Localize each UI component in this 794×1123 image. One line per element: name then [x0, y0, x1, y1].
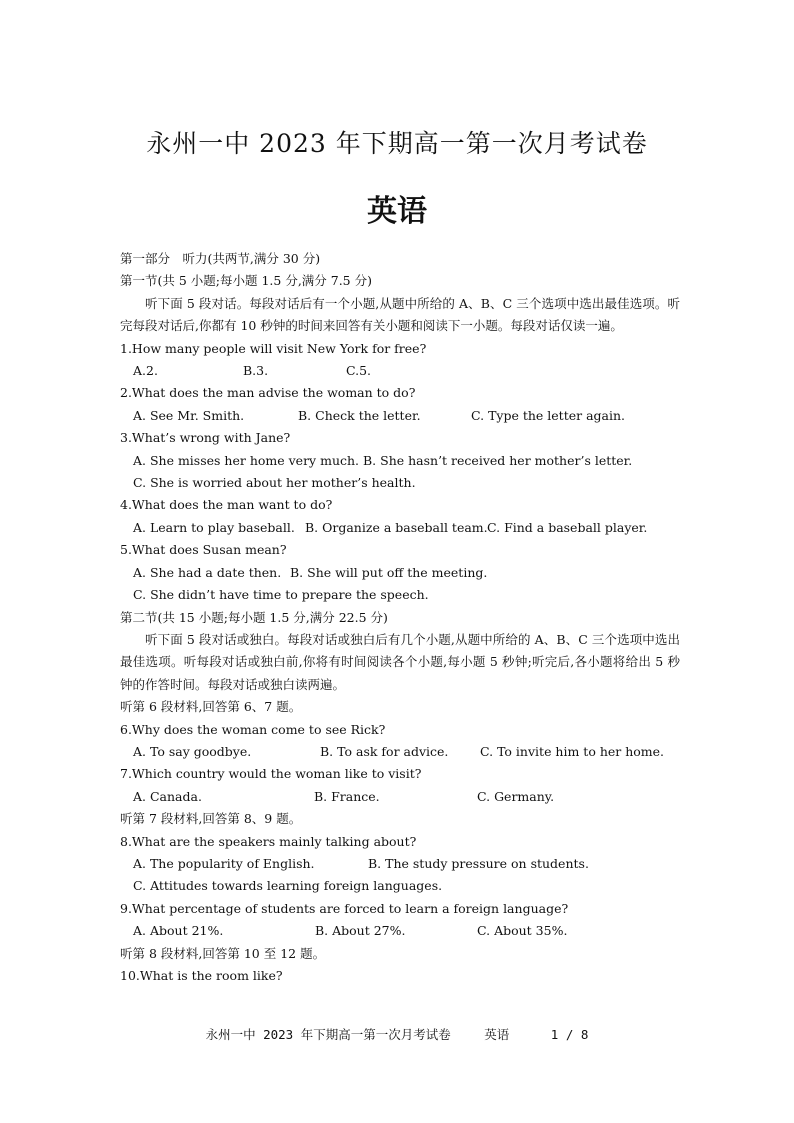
options-row [120, 786, 680, 808]
option-c: C. Attitudes towards learning foreign languages. [133, 878, 443, 894]
options-row [120, 360, 680, 382]
option-b: B. About 27%. [315, 923, 406, 939]
material-heading: 听第 6 段材料,回答第 6、7 题。 [120, 699, 302, 715]
options-row [120, 450, 680, 472]
options-row [120, 472, 680, 494]
option-b: B. Check the letter. [298, 407, 421, 423]
question-stem: 9.What percentage of students are forced to learn a foreign language? [120, 900, 569, 916]
option-b: B. The study pressure on students. [368, 855, 589, 871]
option-a: A. About 21%. [133, 923, 224, 939]
option-c: C. Germany. [477, 788, 555, 804]
option-a: A. She misses her home very much. [133, 452, 360, 468]
option-b: B. France. [314, 788, 380, 804]
option-a: A. Learn to play baseball. [133, 519, 295, 535]
question-stem: 7.Which country would the woman like to visit? [120, 766, 422, 782]
exam-content [120, 248, 680, 987]
options-row [120, 405, 680, 427]
options-row [120, 584, 680, 606]
page-number: 1 / 8 [550, 1027, 589, 1042]
option-c: C. Find a baseball player. [487, 519, 648, 535]
material-heading: 听第 8 段材料,回答第 10 至 12 题。 [120, 945, 326, 961]
options-row [120, 741, 680, 763]
section-instruction: 听下面 5 段对话。每段对话后有一个小题,从题中所给的 A、B、C 三个选项中选出最佳选项。听完每段对话后,你都有 10 秒钟的时间来回答有关小题和阅读下一小题。每段对话仅读一遍。 [120, 295, 680, 334]
options-row [120, 920, 680, 942]
question-stem: 10.What is the room like? [120, 968, 283, 983]
option-a: A. The popularity of English. [133, 855, 315, 871]
option-a: A.2. [133, 363, 158, 379]
section-heading: 第一节(共 5 小题;每小题 1.5 分,满分 7.5 分) [120, 273, 372, 289]
option-c: C.5. [346, 363, 372, 379]
option-a: A. Canada. [133, 788, 202, 804]
footer-title: 永州一中 2023 年下期高一第一次月考试卷 [205, 1027, 451, 1042]
options-row [120, 517, 680, 539]
question-stem: 3.What’s wrong with Jane? [120, 430, 291, 446]
options-row [120, 853, 680, 875]
material-heading: 听第 7 段材料,回答第 8、9 题。 [120, 811, 302, 827]
footer-subject: 英语 [484, 1027, 510, 1042]
part-heading: 第一部分 听力(共两节,满分 30 分) [120, 251, 321, 266]
options-row [120, 875, 680, 897]
option-a: A. See Mr. Smith. [133, 407, 245, 423]
page-footer [0, 1025, 794, 1043]
option-b: B. Organize a baseball team. [305, 519, 488, 535]
option-b: B.3. [243, 363, 269, 379]
section-instruction: 听下面 5 段对话或独白。每段对话或独白后有几个小题,从题中所给的 A、B、C 三个选项中选出最佳选项。听每段对话或独白前,你将有时间阅读各个小题,每小题 5 秒钟;听完后,各小题将给出 5 秒钟的作答时间。每段对话或独白读两遍。 [120, 631, 680, 692]
options-row [120, 562, 680, 584]
question-stem: 8.What are the speakers mainly talking about? [120, 833, 417, 849]
question-stem: 4.What does the man want to do? [120, 497, 333, 513]
option-b: B. She will put off the meeting. [290, 564, 488, 580]
option-b: B. To ask for advice. [320, 743, 449, 759]
option-c: C. She is worried about her mother’s health. [133, 475, 416, 491]
question-stem: 5.What does Susan mean? [120, 542, 287, 558]
option-b: B. She hasn’t received her mother’s letter. [363, 452, 633, 468]
option-c: C. Type the letter again. [471, 407, 625, 423]
option-a: A. To say goodbye. [133, 743, 252, 759]
section-heading: 第二节(共 15 小题;每小题 1.5 分,满分 22.5 分) [120, 609, 388, 625]
exam-title: 永州一中 2023 年下期高一第一次月考试卷 [146, 129, 648, 158]
question-stem: 2.What does the man advise the woman to do? [120, 385, 416, 401]
question-stem: 1.How many people will visit New York for free? [120, 340, 427, 356]
option-a: A. She had a date then. [133, 564, 282, 580]
option-c: C. To invite him to her home. [480, 743, 665, 759]
question-stem: 6.Why does the woman come to see Rick? [120, 721, 386, 737]
option-c: C. She didn’t have time to prepare the speech. [133, 587, 429, 603]
subject-title: 英语 [367, 194, 427, 229]
option-c: C. About 35%. [477, 923, 568, 939]
